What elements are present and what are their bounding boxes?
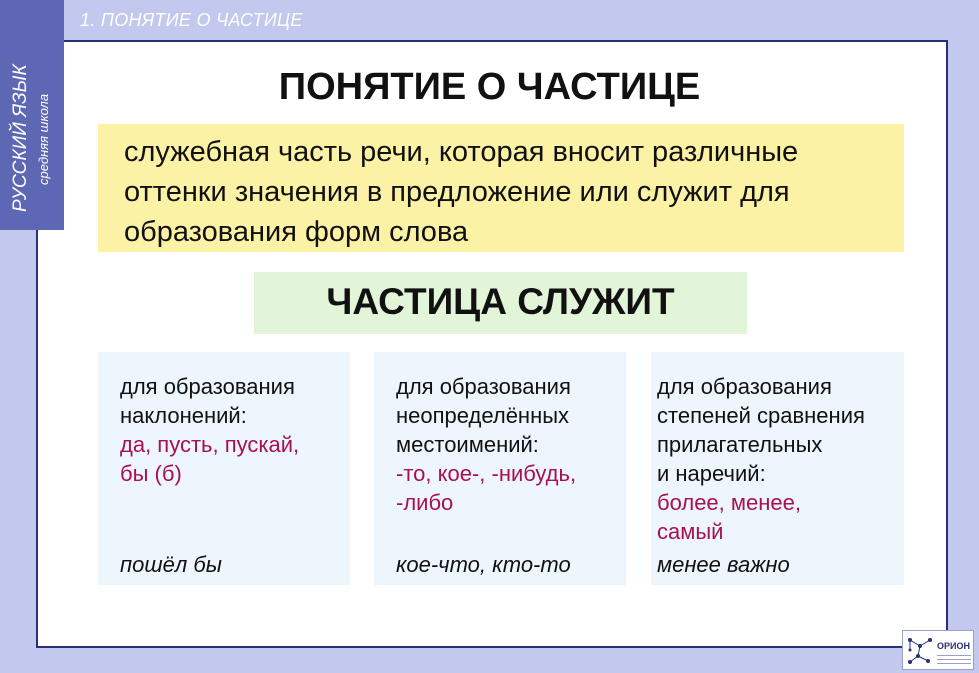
card-comparison: [651, 352, 904, 585]
card-purpose: для образования неопределённых местоимений:: [396, 374, 571, 457]
subject-label: РУССКИЙ ЯЗЫК: [10, 64, 31, 212]
card-purpose: для образования степеней сравнения прилагательных и наречий:: [657, 374, 865, 486]
card-moods: [98, 352, 350, 585]
logo-line: [937, 659, 971, 660]
card-sample: кое-что, кто-то: [396, 552, 571, 577]
card-sample: пошёл бы: [120, 552, 222, 577]
card-sample: менее важно: [657, 552, 790, 577]
card-examples: да, пусть, пускай, бы (б): [120, 432, 300, 486]
card-pronouns: [374, 352, 626, 585]
page-title: ПОНЯТИЕ О ЧАСТИЦЕ: [278, 66, 701, 108]
card-examples: более, менее, самый: [657, 490, 801, 544]
level-label: средняя школа: [36, 93, 51, 185]
molecule-icon: [906, 634, 934, 666]
card-purpose: для образования наклонений:: [120, 374, 295, 428]
logo-line: [937, 655, 971, 656]
header-title: 1. ПОНЯТИЕ О ЧАСТИЦЕ: [80, 10, 303, 30]
card-examples: -то, кое-, -нибудь, -либо: [396, 461, 577, 515]
logo-line: [937, 663, 971, 664]
subject-tab: [0, 0, 64, 230]
serves-title: ЧАСТИЦА СЛУЖИТ: [326, 281, 675, 322]
definition-text: служебная часть речи, которая вносит различные оттенки значения в предложение или служит для образования форм слова: [124, 136, 799, 248]
publisher-logo: [902, 630, 974, 670]
logo-name: ОРИОН: [937, 641, 970, 651]
